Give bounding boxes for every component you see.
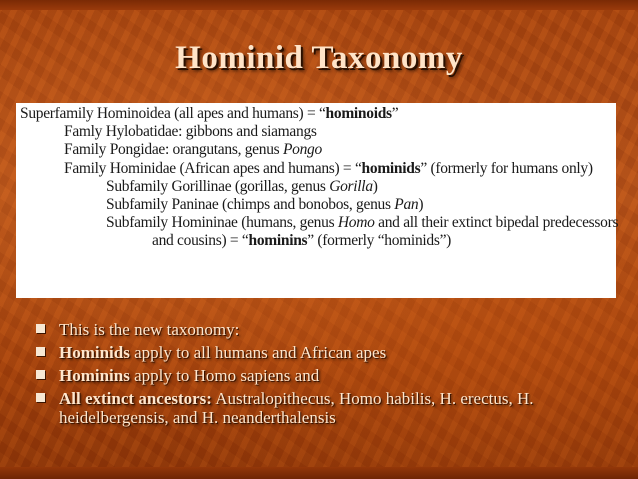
bullet-term-bold: All extinct ancestors:	[59, 389, 212, 408]
taxonomy-genus-italic: Pongo	[282, 141, 322, 159]
slide-top-border	[0, 0, 638, 10]
taxonomy-genus-italic: Gorilla	[329, 177, 373, 195]
bullet-item	[34, 389, 614, 427]
taxonomy-term-bold: hominids	[361, 159, 421, 177]
square-bullet-icon	[36, 324, 45, 333]
taxonomy-text: ” (formerly for humans only)	[420, 159, 593, 177]
bullet-term-bold: Hominids	[59, 343, 130, 362]
taxonomy-text: Family Pongidae: orangutans, genus	[64, 141, 283, 159]
taxonomy-line-pongidae	[20, 141, 616, 159]
taxonomy-line-hominins	[20, 232, 616, 250]
taxonomy-text: Subfamily Homininae (humans, genus	[106, 214, 338, 232]
taxonomy-line-superfamily	[20, 105, 616, 123]
slide-title: Hominid Taxonomy	[175, 40, 463, 76]
taxonomy-line-homininae	[20, 214, 619, 232]
bullet-text: apply to all humans and African apes	[129, 343, 387, 362]
taxonomy-genus-italic: Pan	[394, 196, 419, 214]
taxonomy-line-paninae	[20, 196, 616, 214]
slide-bottom-border	[0, 467, 638, 479]
taxonomy-text: )	[418, 196, 424, 214]
taxonomy-term-bold: hominoids	[325, 105, 392, 122]
taxonomy-line-hominidae	[20, 160, 616, 178]
taxonomy-text: Famly Hylobatidae: gibbons and siamangs	[64, 123, 317, 141]
taxonomy-image-box	[16, 103, 619, 298]
taxonomy-text: Superfamily Hominoidea (all apes and humans) = “	[20, 105, 326, 122]
taxonomy-text: Subfamily Paninae (chimps and bonobos, genus	[106, 196, 395, 214]
taxonomy-term-bold: hominins	[248, 232, 308, 250]
square-bullet-icon	[36, 393, 45, 402]
bullet-term-bold: Hominins	[59, 366, 130, 385]
bullet-item	[34, 366, 614, 385]
taxonomy-line-hylobatidae	[20, 123, 616, 141]
bullet-text: This is the new taxonomy:	[59, 320, 240, 339]
taxonomy-text: ”	[391, 105, 399, 122]
bullet-text: apply to Homo sapiens and	[129, 366, 320, 385]
taxonomy-text: Subfamily Gorillinae (gorillas, genus	[106, 177, 330, 195]
bullet-text: Australopithecus, Homo habilis, H. erectus, H. heidelbergensis, and H. neanderthalensis	[59, 389, 534, 427]
bullet-item	[34, 343, 614, 362]
taxonomy-text: and all their extinct bipedal predecessors	[374, 214, 619, 232]
taxonomy-text: and cousins) = “	[152, 232, 249, 250]
bullet-list	[34, 320, 614, 431]
bullet-item	[34, 320, 614, 339]
taxonomy-text: Family Hominidae (African apes and humans) = “	[64, 159, 362, 177]
taxonomy-line-gorillinae	[20, 178, 616, 196]
square-bullet-icon	[36, 370, 45, 379]
taxonomy-text: )	[372, 177, 378, 195]
taxonomy-text: ” (formerly “hominids”)	[307, 232, 452, 250]
square-bullet-icon	[36, 347, 45, 356]
taxonomy-genus-italic: Homo	[337, 214, 375, 232]
